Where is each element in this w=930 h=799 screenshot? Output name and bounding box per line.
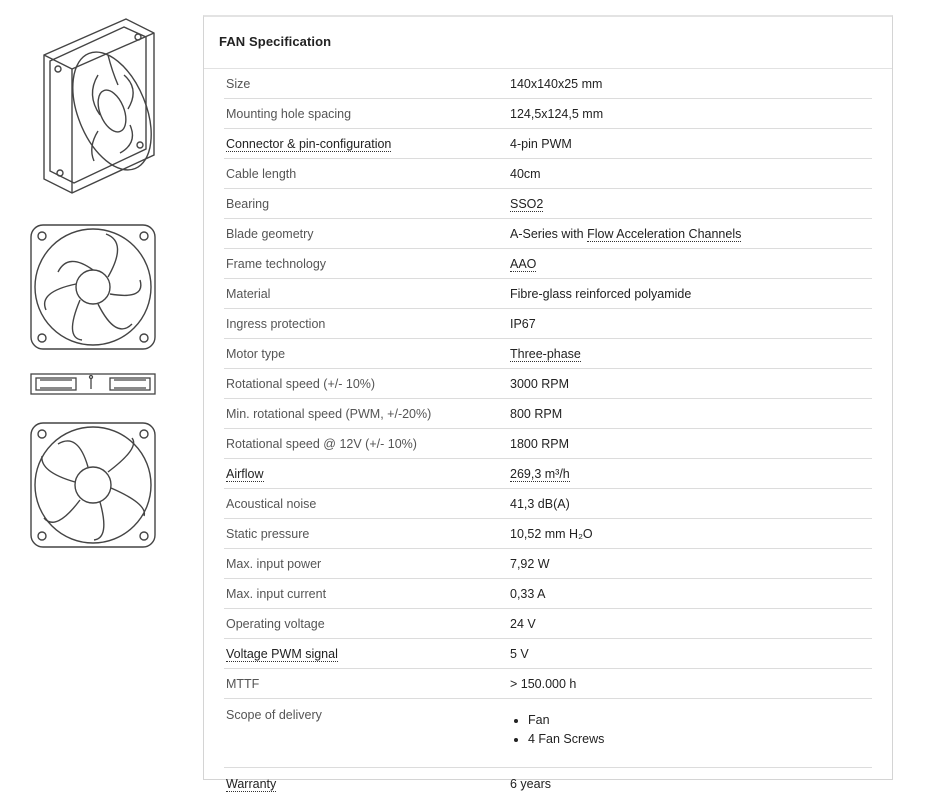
warranty-info-link[interactable]: Warranty <box>226 777 277 791</box>
card-title: FAN Specification <box>219 34 332 49</box>
spec-value: 140x140x25 mm <box>510 77 603 91</box>
list-item: • 4 Fan Screws <box>528 730 604 749</box>
fan-perspective-image[interactable] <box>28 15 158 195</box>
spec-row-acoustical-noise <box>224 489 872 519</box>
spec-label: Blade geometry <box>226 227 314 241</box>
spec-row-motor-type <box>224 339 872 369</box>
spec-row-size <box>224 69 872 99</box>
spec-row-scope-of-delivery <box>224 699 872 768</box>
spec-row-static-pressure <box>224 519 872 549</box>
fan-back-image[interactable] <box>28 420 158 550</box>
spec-label: Ingress protection <box>226 317 326 331</box>
spec-row-warranty <box>224 768 872 799</box>
spec-card <box>203 15 893 791</box>
spec-row-blade-geometry <box>224 219 872 249</box>
spec-label: Bearing <box>226 197 270 211</box>
spec-value: 10,52 mm H₂O <box>510 527 593 541</box>
spec-value: 3000 RPM <box>510 377 570 391</box>
spec-label: Material <box>226 287 271 301</box>
spec-row-ingress-protection <box>224 309 872 339</box>
spec-row-airflow <box>224 459 872 489</box>
spec-label: Acoustical noise <box>226 497 317 511</box>
spec-label: Static pressure <box>226 527 310 541</box>
spec-row-rotational-speed-12v <box>224 429 872 459</box>
spec-value: 5 V <box>510 647 529 661</box>
spec-label: Rotational speed (+/- 10%) <box>226 377 376 391</box>
spec-row-cable-length <box>224 159 872 189</box>
flow-acceleration-channels-link[interactable]: Flow Acceleration Channels <box>587 227 742 241</box>
fan-front-image[interactable] <box>28 222 158 352</box>
spec-value: > 150.000 h <box>510 677 577 691</box>
product-images <box>0 0 190 787</box>
spec-value: 24 V <box>510 617 536 631</box>
spec-label: Frame technology <box>226 257 327 271</box>
spec-row-frame-technology <box>224 249 872 279</box>
spec-row-mounting-hole-spacing <box>224 99 872 129</box>
spec-row-connector <box>224 129 872 159</box>
spec-label: Cable length <box>226 167 297 181</box>
spec-label: Max. input power <box>226 557 322 571</box>
spec-label: Motor type <box>226 347 286 361</box>
spec-value: 40cm <box>510 167 541 181</box>
three-phase-info-link[interactable]: Three-phase <box>510 347 581 361</box>
spec-value-prefix: A-Series with <box>510 227 588 241</box>
spec-row-rotational-speed <box>224 369 872 399</box>
spec-label: Operating voltage <box>226 617 325 631</box>
spec-label: Scope of delivery <box>226 708 322 722</box>
spec-value: 4-pin PWM <box>510 137 572 151</box>
spec-value: 41,3 dB(A) <box>510 497 570 511</box>
spec-value: 7,92 W <box>510 557 550 571</box>
aao-info-link[interactable]: AAO <box>510 257 537 271</box>
connector-info-link[interactable]: Connector & pin-configuration <box>226 137 392 151</box>
spec-value: 124,5x124,5 mm <box>510 107 604 121</box>
spec-label: Min. rotational speed (PWM, +/-20%) <box>226 407 432 421</box>
spec-row-max-input-power <box>224 549 872 579</box>
spec-value: 1800 RPM <box>510 437 570 451</box>
spec-value: IP67 <box>510 317 536 331</box>
spec-value: Fibre-glass reinforced polyamide <box>510 287 692 301</box>
spec-label: Mounting hole spacing <box>226 107 352 121</box>
spec-label: Size <box>226 77 251 91</box>
spec-row-max-input-current <box>224 579 872 609</box>
airflow-value-link[interactable]: 269,3 m³/h <box>510 467 570 481</box>
spec-row-mttf <box>224 669 872 699</box>
spec-value: 6 years <box>510 777 551 791</box>
spec-row-voltage-pwm-signal <box>224 639 872 669</box>
spec-label: MTTF <box>226 677 260 691</box>
spec-row-material <box>224 279 872 309</box>
delivery-list <box>510 711 604 749</box>
spec-row-min-rotational-speed <box>224 399 872 429</box>
voltage-pwm-signal-link[interactable]: Voltage PWM signal <box>226 647 338 661</box>
spec-label: Max. input current <box>226 587 327 601</box>
bearing-info-link[interactable]: SSO2 <box>510 197 544 211</box>
airflow-info-link[interactable]: Airflow <box>226 467 264 481</box>
spec-row-operating-voltage <box>224 609 872 639</box>
fan-side-image[interactable] <box>28 370 158 398</box>
spec-table <box>224 69 872 799</box>
spec-value: 800 RPM <box>510 407 563 421</box>
spec-value: 0,33 A <box>510 587 546 601</box>
list-item: • Fan <box>528 711 604 730</box>
spec-row-bearing <box>224 189 872 219</box>
spec-label: Rotational speed @ 12V (+/- 10%) <box>226 437 417 451</box>
